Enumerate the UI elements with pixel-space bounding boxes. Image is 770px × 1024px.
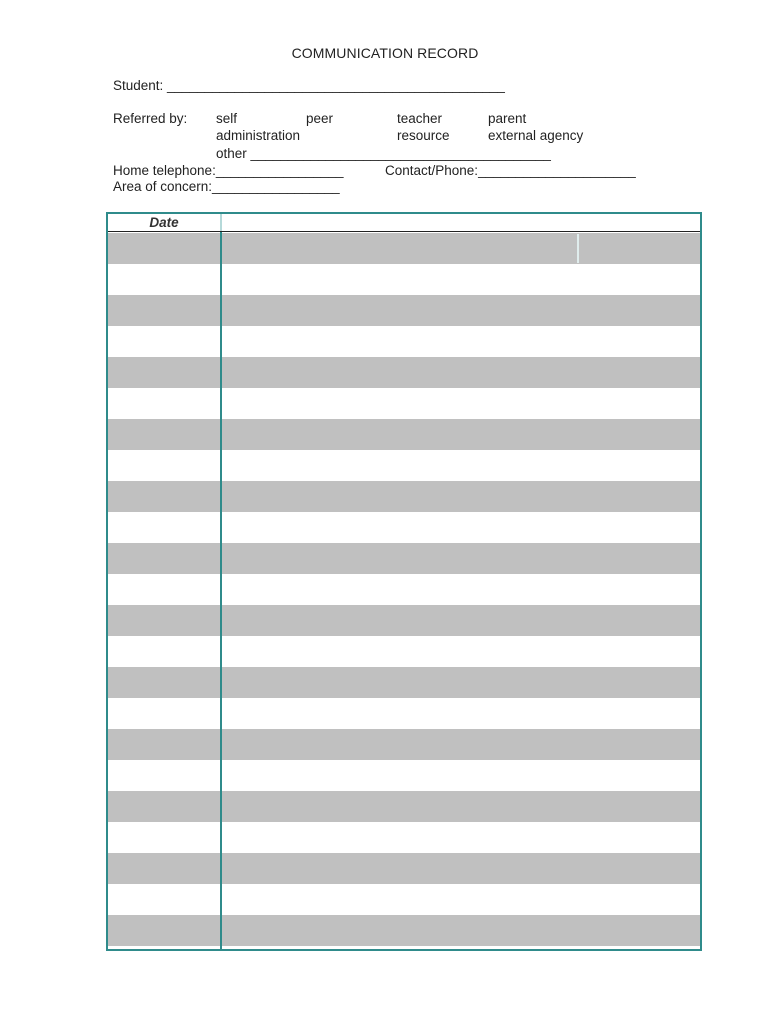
option-self[interactable]: self bbox=[216, 111, 238, 126]
table-row[interactable] bbox=[108, 698, 700, 729]
table-row[interactable] bbox=[108, 636, 700, 667]
option-resource[interactable]: resource bbox=[397, 128, 450, 143]
table-row[interactable] bbox=[108, 729, 700, 760]
table-row[interactable] bbox=[108, 884, 700, 915]
option-peer[interactable]: peer bbox=[306, 111, 334, 126]
table-row[interactable] bbox=[108, 326, 700, 357]
contact-phone-field[interactable]: Contact/Phone:_____________________ bbox=[385, 163, 636, 178]
option-teacher[interactable]: teacher bbox=[397, 111, 443, 126]
option-administration[interactable]: administration bbox=[216, 128, 301, 143]
table-row[interactable] bbox=[108, 481, 700, 512]
table-row[interactable] bbox=[108, 264, 700, 295]
table-row[interactable] bbox=[108, 543, 700, 574]
home-telephone-field[interactable]: Home telephone:_________________ bbox=[113, 163, 344, 178]
table-row[interactable] bbox=[108, 233, 700, 264]
table-row[interactable] bbox=[108, 760, 700, 791]
option-external-agency[interactable]: external agency bbox=[488, 128, 584, 143]
form-title: COMMUNICATION RECORD bbox=[291, 45, 479, 61]
table-row[interactable] bbox=[108, 667, 700, 698]
table-row[interactable] bbox=[108, 295, 700, 326]
table-row[interactable] bbox=[108, 574, 700, 605]
communication-table bbox=[106, 212, 702, 951]
table-row[interactable] bbox=[108, 450, 700, 481]
table-row[interactable] bbox=[108, 605, 700, 636]
date-column-divider bbox=[220, 232, 222, 951]
table-row[interactable] bbox=[108, 419, 700, 450]
table-row[interactable] bbox=[108, 791, 700, 822]
table-row[interactable] bbox=[108, 822, 700, 853]
option-other[interactable]: other ________________________________________ bbox=[216, 146, 551, 161]
referred-by-label: Referred by: bbox=[113, 111, 188, 126]
table-row[interactable] bbox=[108, 388, 700, 419]
table-row[interactable] bbox=[108, 853, 700, 884]
date-column-header: Date bbox=[149, 215, 179, 230]
student-field[interactable]: Student: _____________________________________________ bbox=[113, 78, 505, 93]
option-parent[interactable]: parent bbox=[488, 111, 527, 126]
table-row[interactable] bbox=[108, 915, 700, 946]
table-row[interactable] bbox=[108, 512, 700, 543]
column-divider-faint bbox=[577, 234, 579, 263]
table-row[interactable] bbox=[108, 357, 700, 388]
area-of-concern-field[interactable]: Area of concern:_________________ bbox=[113, 179, 340, 194]
table-header bbox=[108, 214, 700, 232]
header-divider bbox=[220, 214, 222, 231]
